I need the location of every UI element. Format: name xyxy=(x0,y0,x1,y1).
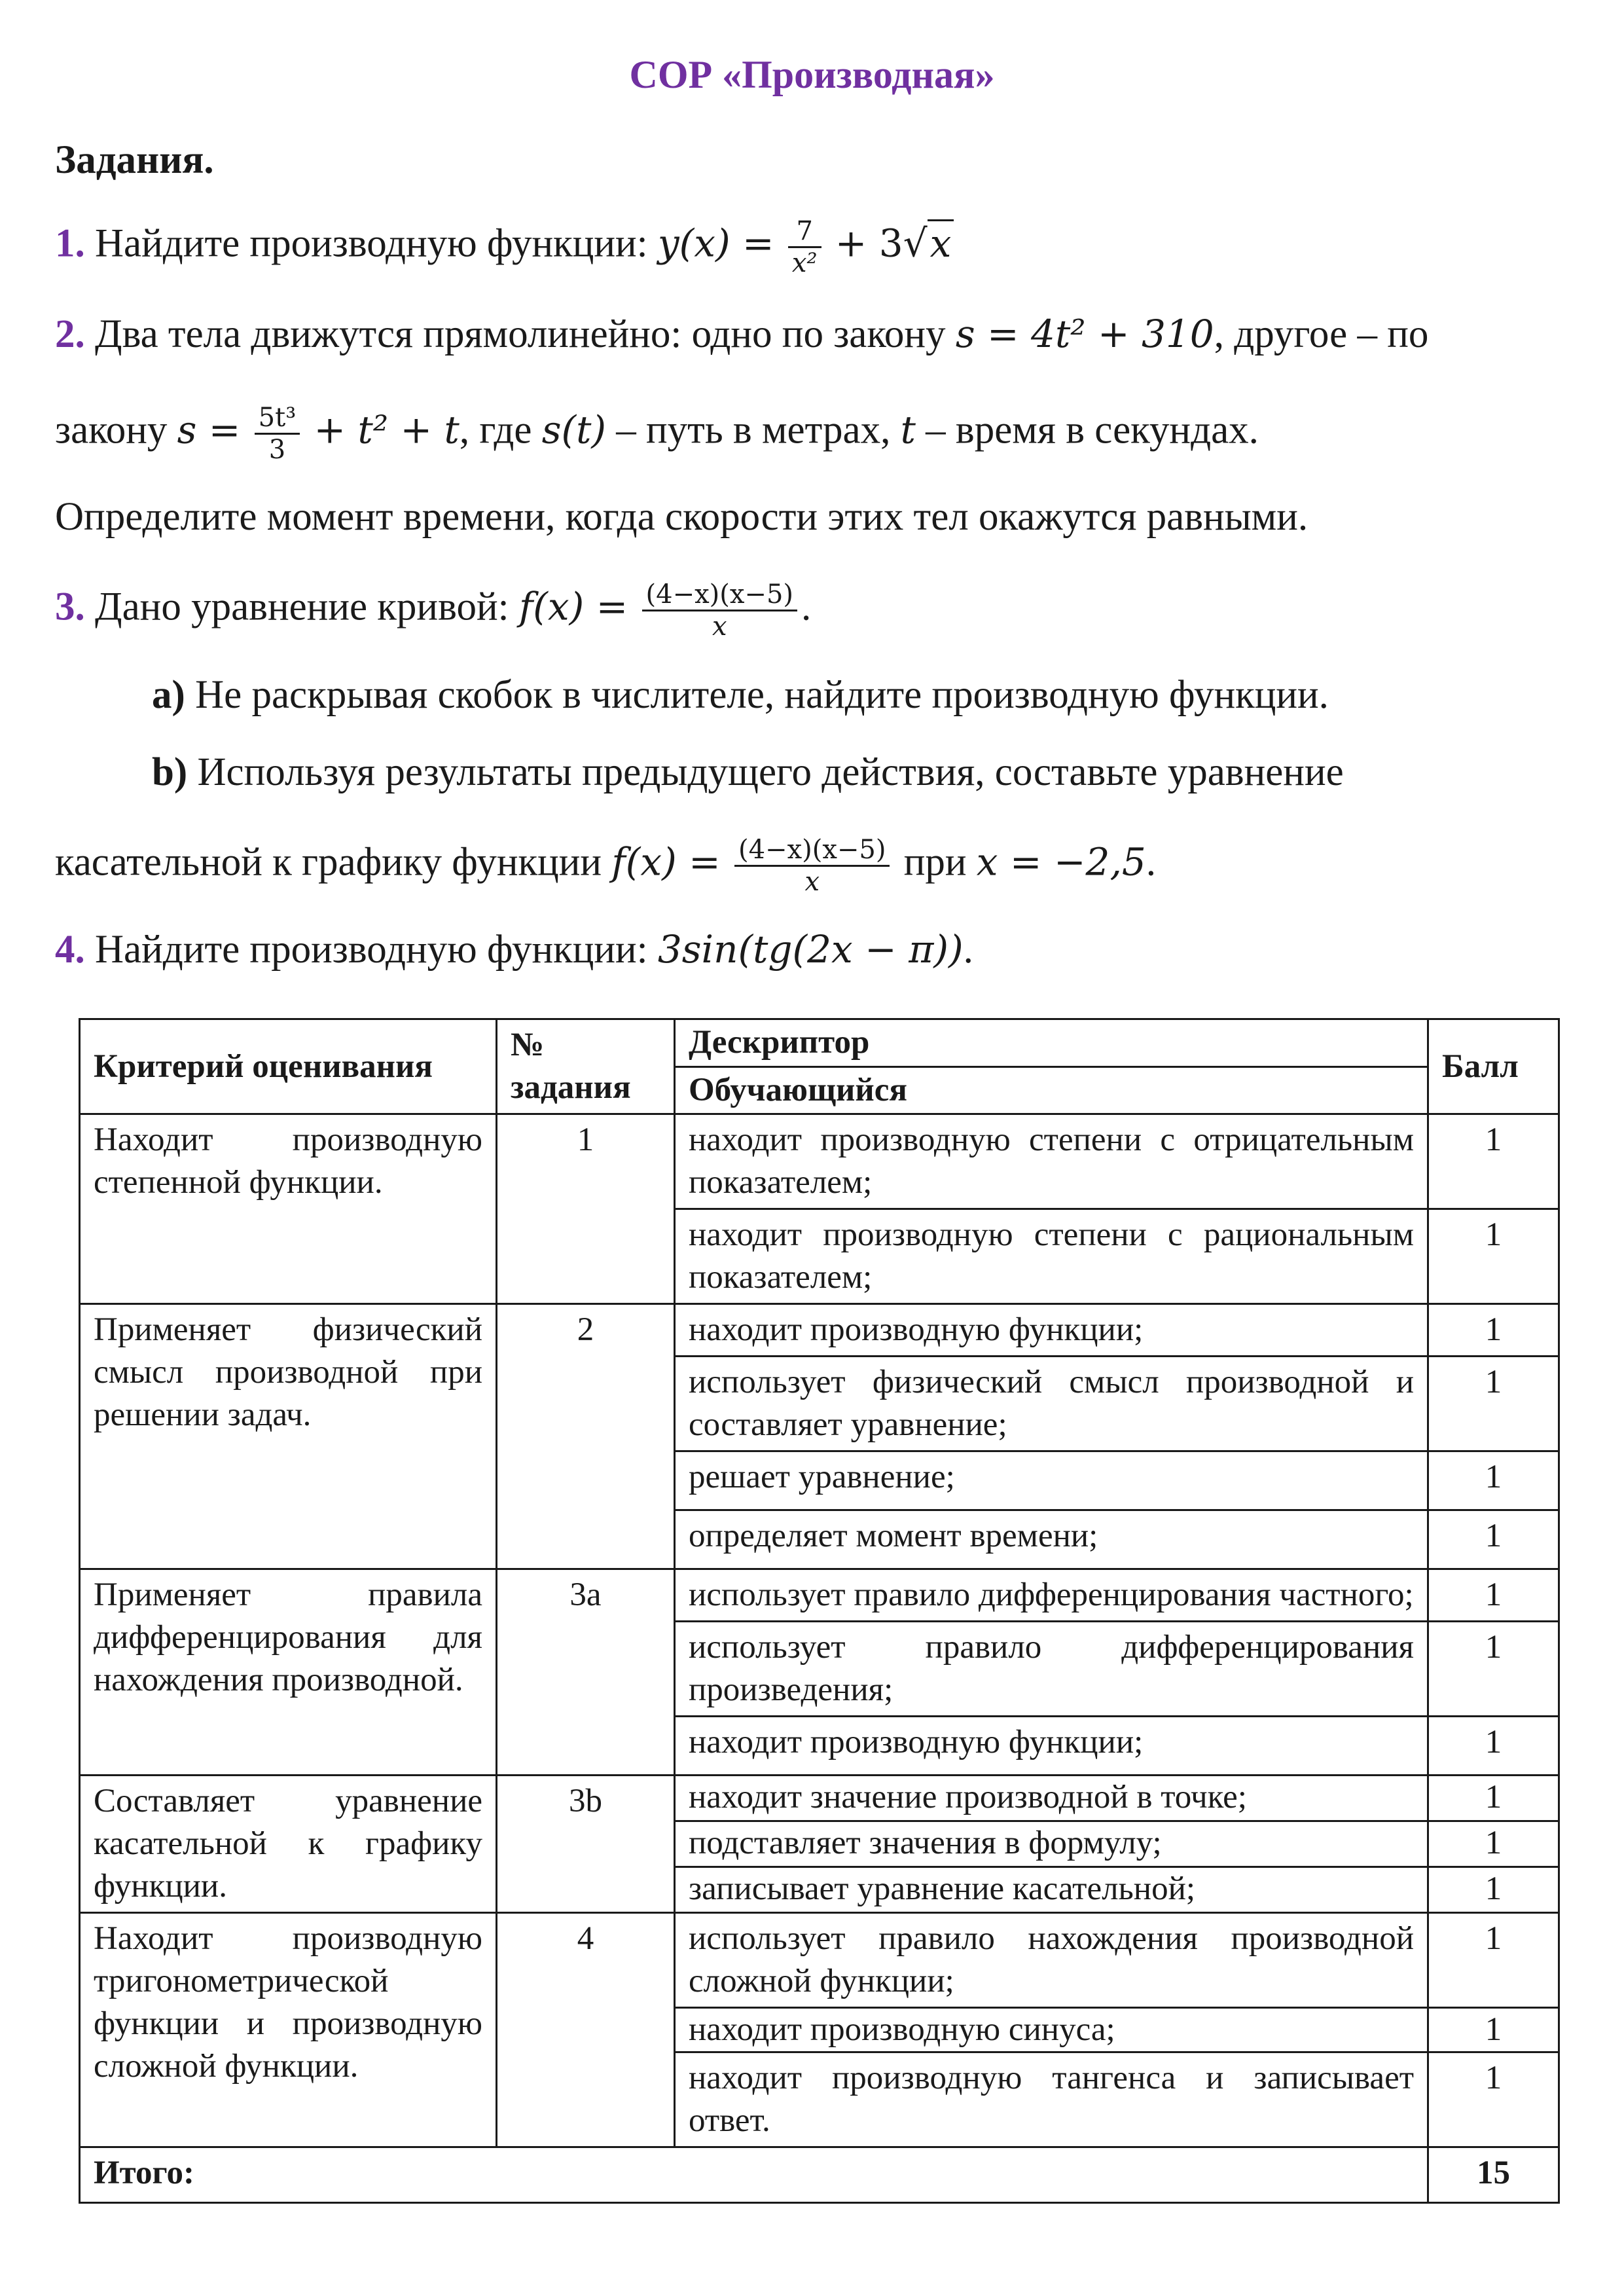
total-label: Итого: xyxy=(80,2147,1428,2203)
task-number-cell: 2 xyxy=(497,1304,675,1569)
fraction-numerator: 5t³ xyxy=(255,403,300,435)
criteria-table xyxy=(79,1018,1560,2204)
task-number: 2. xyxy=(55,312,85,356)
descriptor-cell: записывает уравнение касательной; xyxy=(675,1867,1428,1913)
criterion-cell: Применяет физический смысл производной при решении задач. xyxy=(80,1304,497,1569)
task-number-cell: 3a xyxy=(497,1569,675,1776)
task-3b xyxy=(152,746,1344,799)
descriptor-cell: находит производную степени с рациональным показателем; xyxy=(675,1209,1428,1304)
total-score: 15 xyxy=(1428,2147,1559,2203)
fraction-denominator: x xyxy=(712,611,727,642)
score-cell: 1 xyxy=(1428,1510,1559,1569)
task-number-cell: 4 xyxy=(497,1913,675,2147)
descriptor-cell: подставляет значения в формулу; xyxy=(675,1821,1428,1867)
criterion-cell: Находит производную степенной функции. xyxy=(80,1114,497,1304)
formula-rhs: + t² + t xyxy=(314,407,460,452)
subtask-label: a) xyxy=(152,673,185,717)
table-row xyxy=(80,1913,1559,2008)
subtask-text: Не раскрывая скобок в числителе, найдите производную функции. xyxy=(195,673,1329,717)
table-row xyxy=(80,1776,1559,1821)
fraction xyxy=(734,835,890,897)
task-text: , другое – по xyxy=(1214,312,1429,356)
fraction xyxy=(642,579,797,642)
score-cell: 1 xyxy=(1428,1622,1559,1717)
score-cell: 1 xyxy=(1428,1569,1559,1622)
score-cell: 1 xyxy=(1428,1209,1559,1304)
task-text: , где xyxy=(459,408,532,452)
table-header-row xyxy=(80,1019,1559,1067)
score-cell: 1 xyxy=(1428,2052,1559,2147)
task-number: 3. xyxy=(55,585,85,629)
task-2-line-3: Определите момент времени, когда скорости этих тел окажутся равными. xyxy=(55,495,1308,539)
task-4 xyxy=(55,923,973,976)
header-descriptor: Дескриптор xyxy=(675,1019,1428,1067)
score-cell: 1 xyxy=(1428,1776,1559,1821)
score-cell: 1 xyxy=(1428,1867,1559,1913)
sqrt-sign: √ xyxy=(903,221,928,266)
table-row xyxy=(80,1304,1559,1357)
score-cell: 1 xyxy=(1428,1913,1559,2008)
descriptor-cell: находит производную синуса; xyxy=(675,2008,1428,2052)
formula-plus: + 3 xyxy=(835,221,903,266)
score-cell: 1 xyxy=(1428,1304,1559,1357)
descriptor-cell: находит производную функции; xyxy=(675,1717,1428,1776)
task-3 xyxy=(55,579,811,642)
descriptor-cell: использует правило нахождения производной сложной функции; xyxy=(675,1913,1428,2008)
fraction xyxy=(255,403,300,465)
descriptor-cell: находит значение производной в точке; xyxy=(675,1776,1428,1821)
task-3a xyxy=(152,669,1329,721)
descriptor-cell: находит производную функции; xyxy=(675,1304,1428,1357)
task-text: – путь в метрах, xyxy=(616,408,891,452)
score-cell: 1 xyxy=(1428,2008,1559,2052)
formula-lhs: y(x) = xyxy=(657,221,774,266)
descriptor-cell: использует правило дифференцирования произведения; xyxy=(675,1622,1428,1717)
header-score: Балл xyxy=(1428,1019,1559,1114)
task-text: – время в секундах. xyxy=(926,408,1259,452)
fraction-numerator: (4−x)(x−5) xyxy=(734,835,890,867)
page-title: СОР «Производная» xyxy=(629,53,995,96)
subtask-text: Используя результаты предыдущего действия, составьте уравнение xyxy=(197,750,1344,794)
score-cell: 1 xyxy=(1428,1357,1559,1451)
task-2-line-1 xyxy=(55,308,1428,361)
table-row xyxy=(80,1569,1559,1622)
header-learner: Обучающийся xyxy=(675,1066,1428,1114)
formula-lhs: f(x) = xyxy=(611,839,721,884)
fraction xyxy=(788,216,821,278)
subtask-label: b) xyxy=(152,750,188,794)
descriptor-cell: использует физический смысл производной и составляет уравнение; xyxy=(675,1357,1428,1451)
descriptor-cell: решает уравнение; xyxy=(675,1451,1428,1510)
fraction-numerator: (4−x)(x−5) xyxy=(642,579,797,611)
descriptor-cell: находит производную тангенса и записывает ответ. xyxy=(675,2052,1428,2147)
formula: 3sin(tg(2x − π)) xyxy=(657,927,964,972)
table-row xyxy=(80,1114,1559,1209)
task-3b-line-2 xyxy=(55,835,1156,897)
task-2-line-2 xyxy=(55,403,1259,465)
formula-t: t xyxy=(900,407,916,452)
criterion-cell: Находит производную тригонометрической функции и производную сложной функции. xyxy=(80,1913,497,2147)
descriptor-cell: использует правило дифференцирования частного; xyxy=(675,1569,1428,1622)
header-task-number: № задания xyxy=(497,1019,675,1114)
table-total-row xyxy=(80,2147,1559,2203)
criterion-cell: Составляет уравнение касательной к графику функции. xyxy=(80,1776,497,1913)
subtask-text: касательной к графику функции xyxy=(55,840,602,884)
formula: s = 4t² + 310 xyxy=(955,312,1214,356)
task-text: закону xyxy=(55,408,168,452)
subtask-text: при xyxy=(903,840,967,884)
formula-st: s(t) xyxy=(541,407,607,452)
task-text: Два тела движутся прямолинейно: одно по закону xyxy=(95,312,946,356)
fraction-denominator: x xyxy=(804,867,820,897)
score-cell: 1 xyxy=(1428,1451,1559,1510)
task-1 xyxy=(55,216,954,278)
criterion-cell: Применяет правила дифференцирования для нахождения производной. xyxy=(80,1569,497,1776)
task-text: Найдите производную функции: xyxy=(95,928,648,972)
score-cell: 1 xyxy=(1428,1114,1559,1209)
formula-value: x = −2,5 xyxy=(976,839,1146,884)
score-cell: 1 xyxy=(1428,1717,1559,1776)
task-number: 4. xyxy=(55,928,85,972)
task-text: Дано уравнение кривой: xyxy=(95,585,509,629)
punctuation: . xyxy=(1146,840,1157,884)
sqrt-argument: x xyxy=(928,219,954,266)
header-criterion: Критерий оценивания xyxy=(80,1019,497,1114)
descriptor-cell: находит производную степени с отрицательным показателем; xyxy=(675,1114,1428,1209)
punctuation: . xyxy=(801,585,812,629)
fraction-denominator: 3 xyxy=(268,435,286,465)
task-number-cell: 1 xyxy=(497,1114,675,1304)
task-number-cell: 3b xyxy=(497,1776,675,1913)
punctuation: . xyxy=(963,928,973,972)
tasks-heading: Задания. xyxy=(55,138,214,182)
formula-lhs: f(x) = xyxy=(518,584,628,629)
task-text: Найдите производную функции: xyxy=(95,221,648,266)
formula-lhs: s = xyxy=(177,407,241,452)
descriptor-cell: определяет момент времени; xyxy=(675,1510,1428,1569)
score-cell: 1 xyxy=(1428,1821,1559,1867)
fraction-denominator: x² xyxy=(791,248,818,278)
task-number: 1. xyxy=(55,221,85,266)
fraction-numerator: 7 xyxy=(788,216,821,248)
